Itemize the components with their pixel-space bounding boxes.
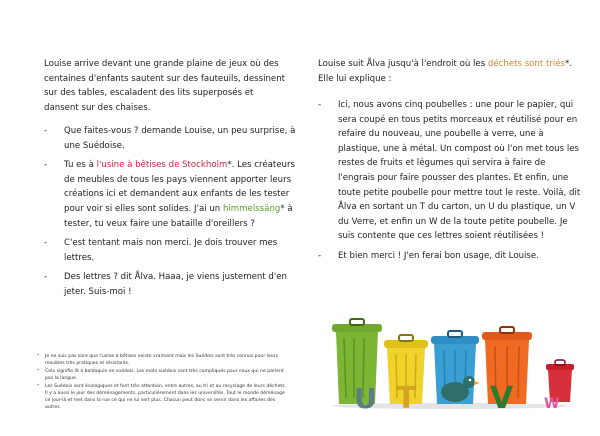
dialogue-line [44,270,296,299]
letter-u: U [354,382,377,410]
dialogue-line [318,98,582,244]
dialogue-text: Des lettres ? dit Ålva. Haaa, je viens justement d'en jeter. Suis-moi ! [64,272,287,297]
footnote [37,353,287,367]
left-intro-paragraph: Louise arrive devant une grande plaine de jeux où des centaines d'enfants sautent sur des fauteuils, dessinent sur des tables, escaladent des lits superposés et dansent sur des chaises. [44,59,286,113]
dialogue-line [44,236,296,265]
footnote-marker: * [37,354,40,359]
letter-t: T [396,381,417,410]
letter-v: V [490,381,514,410]
dialogue-text-post: * à tester, tu veux faire une bataille d'oreillers ? [64,203,293,229]
letter-w: W [544,396,560,410]
footnote-text: Cela signifie lit à baldaquin en suédois. Les mots suédois sont très compliqués pour ceux qui ne parlent pas la langue. [45,369,284,381]
highlight-himmelssang: himmelssäng [222,203,281,214]
dialogue-dash: - [44,238,48,249]
highlight-dechets: déchets sont triés [487,59,566,69]
dialogue-line [44,124,296,153]
left-dialogue-list [44,124,296,305]
dialogue-dash: - [318,100,322,110]
footnote-marker: * [37,369,40,374]
footnote [37,368,287,382]
dialogue-dash: - [318,250,322,261]
dialogue-dash: - [44,272,48,283]
dialogue-dash: - [44,126,48,136]
footnote-text: Je ne suis pas sûre que l'usine à bêtises existe vraiment mais les Suédois sont très connus pour leurs meubles très pratiques et résistants. [45,354,278,366]
dialogue-text-mid: *. Les créateurs de meubles de tous les pays viennent apporter leurs créations ici et demandent aux enfants de les tester pour voir si elles sont solides. J'ai un [64,160,295,214]
dialogue-line [318,249,582,264]
dialogue-text-pre: Tu es à [64,160,97,171]
footnote [37,383,287,411]
footnote-text: Les Suédois sont écologiques et font très attention, entre autres, au tri et au recyclage de leurs déchets. Il y a aussi le jour des déménagements, particulièrement dans les universités. Tout le monde déménage ce jour-là et met dans la rue ce qui ne lui sert plus. Chacun peut donc se servir dans les affaires des autres. [45,384,287,410]
right-dialogue-list [318,98,582,269]
footnotes [37,353,287,412]
footnote-marker: * [37,384,40,389]
dialogue-line [44,158,296,231]
dialogue-dash: - [44,160,48,171]
dialogue-text: C'est tentant mais non merci. Je dois trouver mes lettres. [64,238,278,263]
right-intro-post: *. Elle lui explique : [318,59,573,84]
trash-bins-illustration [330,318,580,410]
dialogue-text: Et bien merci ! J'en ferai bon usage, dit Louise. [338,250,539,261]
right-intro-pre: Louise suit Ålva jusqu'à l'endroit où les [318,59,488,69]
right-intro-paragraph [318,57,574,86]
dialogue-text: Que faites-vous ? demande Louise, un peu surprise, à une Suédoise. [64,126,296,151]
highlight-usine: l'usine à bêtises de Stockholm [96,160,228,171]
dialogue-text: Ici, nous avons cinq poubelles : une pour le papier, qui sera coupé en tous petits morceaux et réutilisé pour en refaire du nouveau, une poubelle à verre, une à plastique, une à métal. Un compost où l'on met tous les restes de fruits et légumes qui servira à faire de l'engrais pour faire pousser des plantes. Et enfin, une toute petite poubelle pour mettre tout le reste. Voilà, dit Ålva en sortant un T du carton, un U du plastique, un V du Verre, et enfin un W de la toute petite poubelle. Je suis contente que ces lettres soient réutilisées ! [338,100,581,242]
